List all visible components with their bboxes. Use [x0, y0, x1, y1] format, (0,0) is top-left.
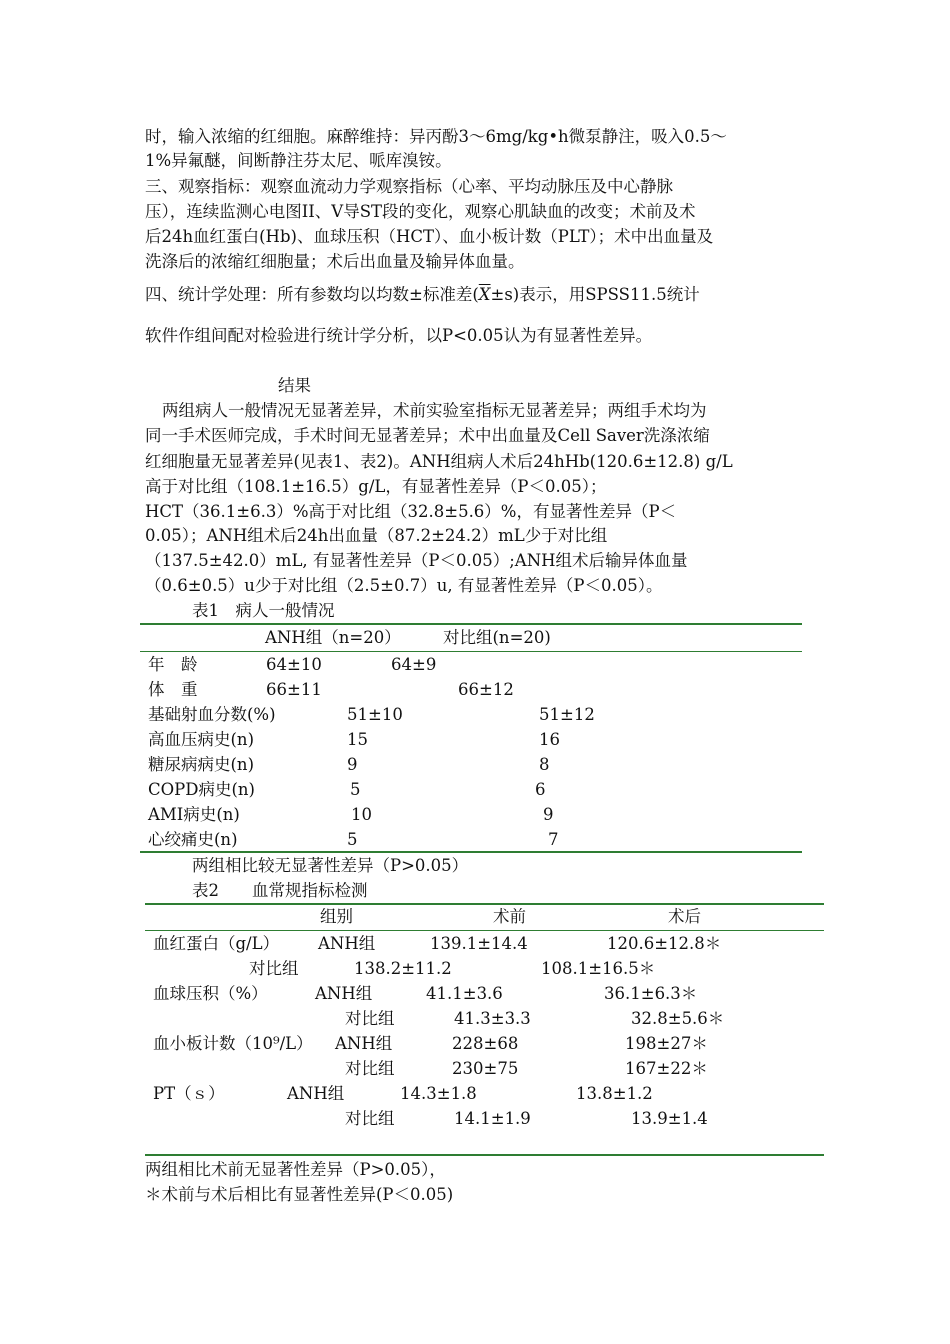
- table-row-label: 高血压病史(n): [148, 730, 255, 749]
- table-cell-post: 32.8±5.6＊: [631, 1009, 725, 1028]
- table-cell-anh: 15: [347, 730, 368, 749]
- results-line-8: （0.6±0.5）u少于对比组（2.5±0.7）u, 有显著性差异（P＜0.05）。: [145, 576, 663, 595]
- methods-line-5: 后24h血红蛋白(Hb)、血球压积（HCT）、血小板计数（PLT）；术中出血量及: [145, 227, 714, 246]
- table-row-label: 血小板计数（10⁹/L）: [153, 1034, 313, 1053]
- results-line-3: 红细胞量无显著差异(见表1、表2)。ANH组病人术后24hHb(120.6±12.8) g/L: [145, 452, 733, 471]
- table-cell-group: ANH组: [287, 1084, 345, 1103]
- table-cell-pre: 41.1±3.6: [426, 984, 503, 1003]
- table1-header-rule: [140, 651, 802, 652]
- table-cell-anh: 9: [347, 755, 358, 774]
- table2-header-group: 组别: [320, 907, 353, 926]
- table-row-label: 血球压积（%）: [153, 984, 268, 1003]
- table-cell-group: ANH组: [318, 934, 376, 953]
- results-line-5: HCT（36.1±6.3）%高于对比组（32.8±5.6）%，有显著性差异（P＜: [145, 502, 677, 521]
- table-row-label: 年 龄: [148, 655, 198, 674]
- table-cell-anh: 10: [351, 805, 372, 824]
- table1-caption: 表1 病人一般情况: [192, 601, 335, 620]
- table-cell-pre: 14.3±1.8: [400, 1084, 477, 1103]
- results-line-4: 高于对比组（108.1±16.5）g/L，有显著性差异（P＜0.05）；: [145, 477, 607, 496]
- table2-header-post: 术后: [668, 907, 701, 926]
- methods-line-6: 洗涤后的浓缩红细胞量；术后出血量及输异体血量。: [145, 252, 525, 271]
- table-cell-group: ANH组: [315, 984, 373, 1003]
- table-row-label: COPD病史(n): [148, 780, 255, 799]
- table-row-label: 体 重: [148, 680, 198, 699]
- table-cell-post: 167±22＊: [625, 1059, 708, 1078]
- table-cell-anh: 5: [350, 780, 361, 799]
- results-line-7: （137.5±42.0）mL, 有显著性差异（P＜0.05）;ANH组术后输异体血量: [145, 551, 688, 570]
- table-cell-post: 108.1±16.5＊: [541, 959, 656, 978]
- table-row-label: PT（ｓ）: [153, 1084, 225, 1103]
- table2-caption: 表2 血常规指标检测: [192, 881, 368, 900]
- results-heading: 结果: [278, 376, 311, 395]
- table-cell-post: 36.1±6.3＊: [604, 984, 698, 1003]
- table1-header-anh: ANH组（n=20）: [265, 628, 401, 647]
- table-cell-control: 66±12: [458, 680, 514, 699]
- table-row-label: 基础射血分数(%): [148, 705, 276, 724]
- table2-header-rule: [145, 930, 824, 931]
- table2-top-rule: [145, 903, 824, 905]
- table-cell-control: 8: [539, 755, 550, 774]
- table-cell-group: 对比组: [249, 959, 299, 978]
- table-cell-anh: 5: [347, 830, 358, 849]
- table-cell-anh: 51±10: [347, 705, 403, 724]
- table-cell-pre: 230±75: [452, 1059, 519, 1078]
- methods-line-3: 三、观察指标：观察血流动力学观察指标（心率、平均动脉压及中心静脉: [145, 177, 673, 196]
- table2-bottom-rule: [145, 1154, 824, 1156]
- table1-note: 两组相比较无显著性差异（P>0.05）: [192, 856, 469, 875]
- results-line-1: 两组病人一般情况无显著差异，术前实验室指标无显著差异；两组手术均为: [162, 401, 707, 420]
- table-cell-pre: 139.1±14.4: [430, 934, 528, 953]
- table-cell-control: 51±12: [539, 705, 595, 724]
- methods-line-4: 压），连续监测心电图II、V导ST段的变化，观察心肌缺血的改变；术前及术: [145, 202, 696, 221]
- results-line-6: 0.05）；ANH组术后24h出血量（87.2±24.2）mL少于对比组: [145, 526, 608, 545]
- table-row-label: 心绞痛史(n): [148, 830, 238, 849]
- table-cell-pre: 41.3±3.3: [454, 1009, 531, 1028]
- methods-line-1: 时，输入浓缩的红细胞。麻醉维持：异丙酚3～6mg/kg•h微泵静注，吸入0.5～: [145, 127, 727, 146]
- methods-line-7b: ±s)表示，用SPSS11.5统计: [490, 285, 700, 304]
- table-cell-control: 6: [535, 780, 546, 799]
- table1-header-control: 对比组(n=20): [443, 628, 551, 647]
- table-cell-group: ANH组: [335, 1034, 393, 1053]
- results-line-2: 同一手术医师完成，手术时间无显著差异；术中出血量及Cell Saver洗涤浓缩: [145, 426, 710, 445]
- table-row-label: AMI病史(n): [148, 805, 240, 824]
- table-cell-group: 对比组: [345, 1009, 395, 1028]
- table-cell-control: 16: [539, 730, 560, 749]
- table-row-label: 糖尿病病史(n): [148, 755, 255, 774]
- methods-line-7: [145, 284, 700, 306]
- table-cell-post: 13.9±1.4: [631, 1109, 708, 1128]
- mean-symbol: $\overline{X}$: [478, 285, 491, 304]
- methods-line-8: 软件作组间配对检验进行统计学分析，以P<0.05认为有显著性差异。: [145, 326, 653, 345]
- table-cell-anh: 66±11: [266, 680, 322, 699]
- table-cell-control: 9: [543, 805, 554, 824]
- table-cell-post: 198±27＊: [625, 1034, 708, 1053]
- table2-note-1: 两组相比术前无显著性差异（P>0.05），: [145, 1160, 446, 1179]
- table-cell-group: 对比组: [345, 1059, 395, 1078]
- table-row-label: 血红蛋白（g/L）: [153, 934, 280, 953]
- table-cell-control: 64±9: [391, 655, 437, 674]
- table-cell-post: 13.8±1.2: [576, 1084, 653, 1103]
- table-cell-pre: 228±68: [452, 1034, 519, 1053]
- table1-bottom-rule: [140, 851, 802, 853]
- table-cell-post: 120.6±12.8＊: [607, 934, 722, 953]
- table1-top-rule: [140, 623, 802, 625]
- table-cell-anh: 64±10: [266, 655, 322, 674]
- methods-line-7a: 四、统计学处理：所有参数均以均数±标准差(: [145, 285, 479, 304]
- table2-header-pre: 术前: [493, 907, 526, 926]
- table-cell-control: 7: [548, 830, 559, 849]
- table-cell-pre: 138.2±11.2: [354, 959, 452, 978]
- table-cell-group: 对比组: [345, 1109, 395, 1128]
- methods-line-2: 1%异氟醚，间断静注芬太尼、哌库溴铵。: [145, 151, 452, 170]
- table2-note-2: ＊术前与术后相比有显著性差异(P＜0.05): [145, 1185, 454, 1204]
- table-cell-pre: 14.1±1.9: [454, 1109, 531, 1128]
